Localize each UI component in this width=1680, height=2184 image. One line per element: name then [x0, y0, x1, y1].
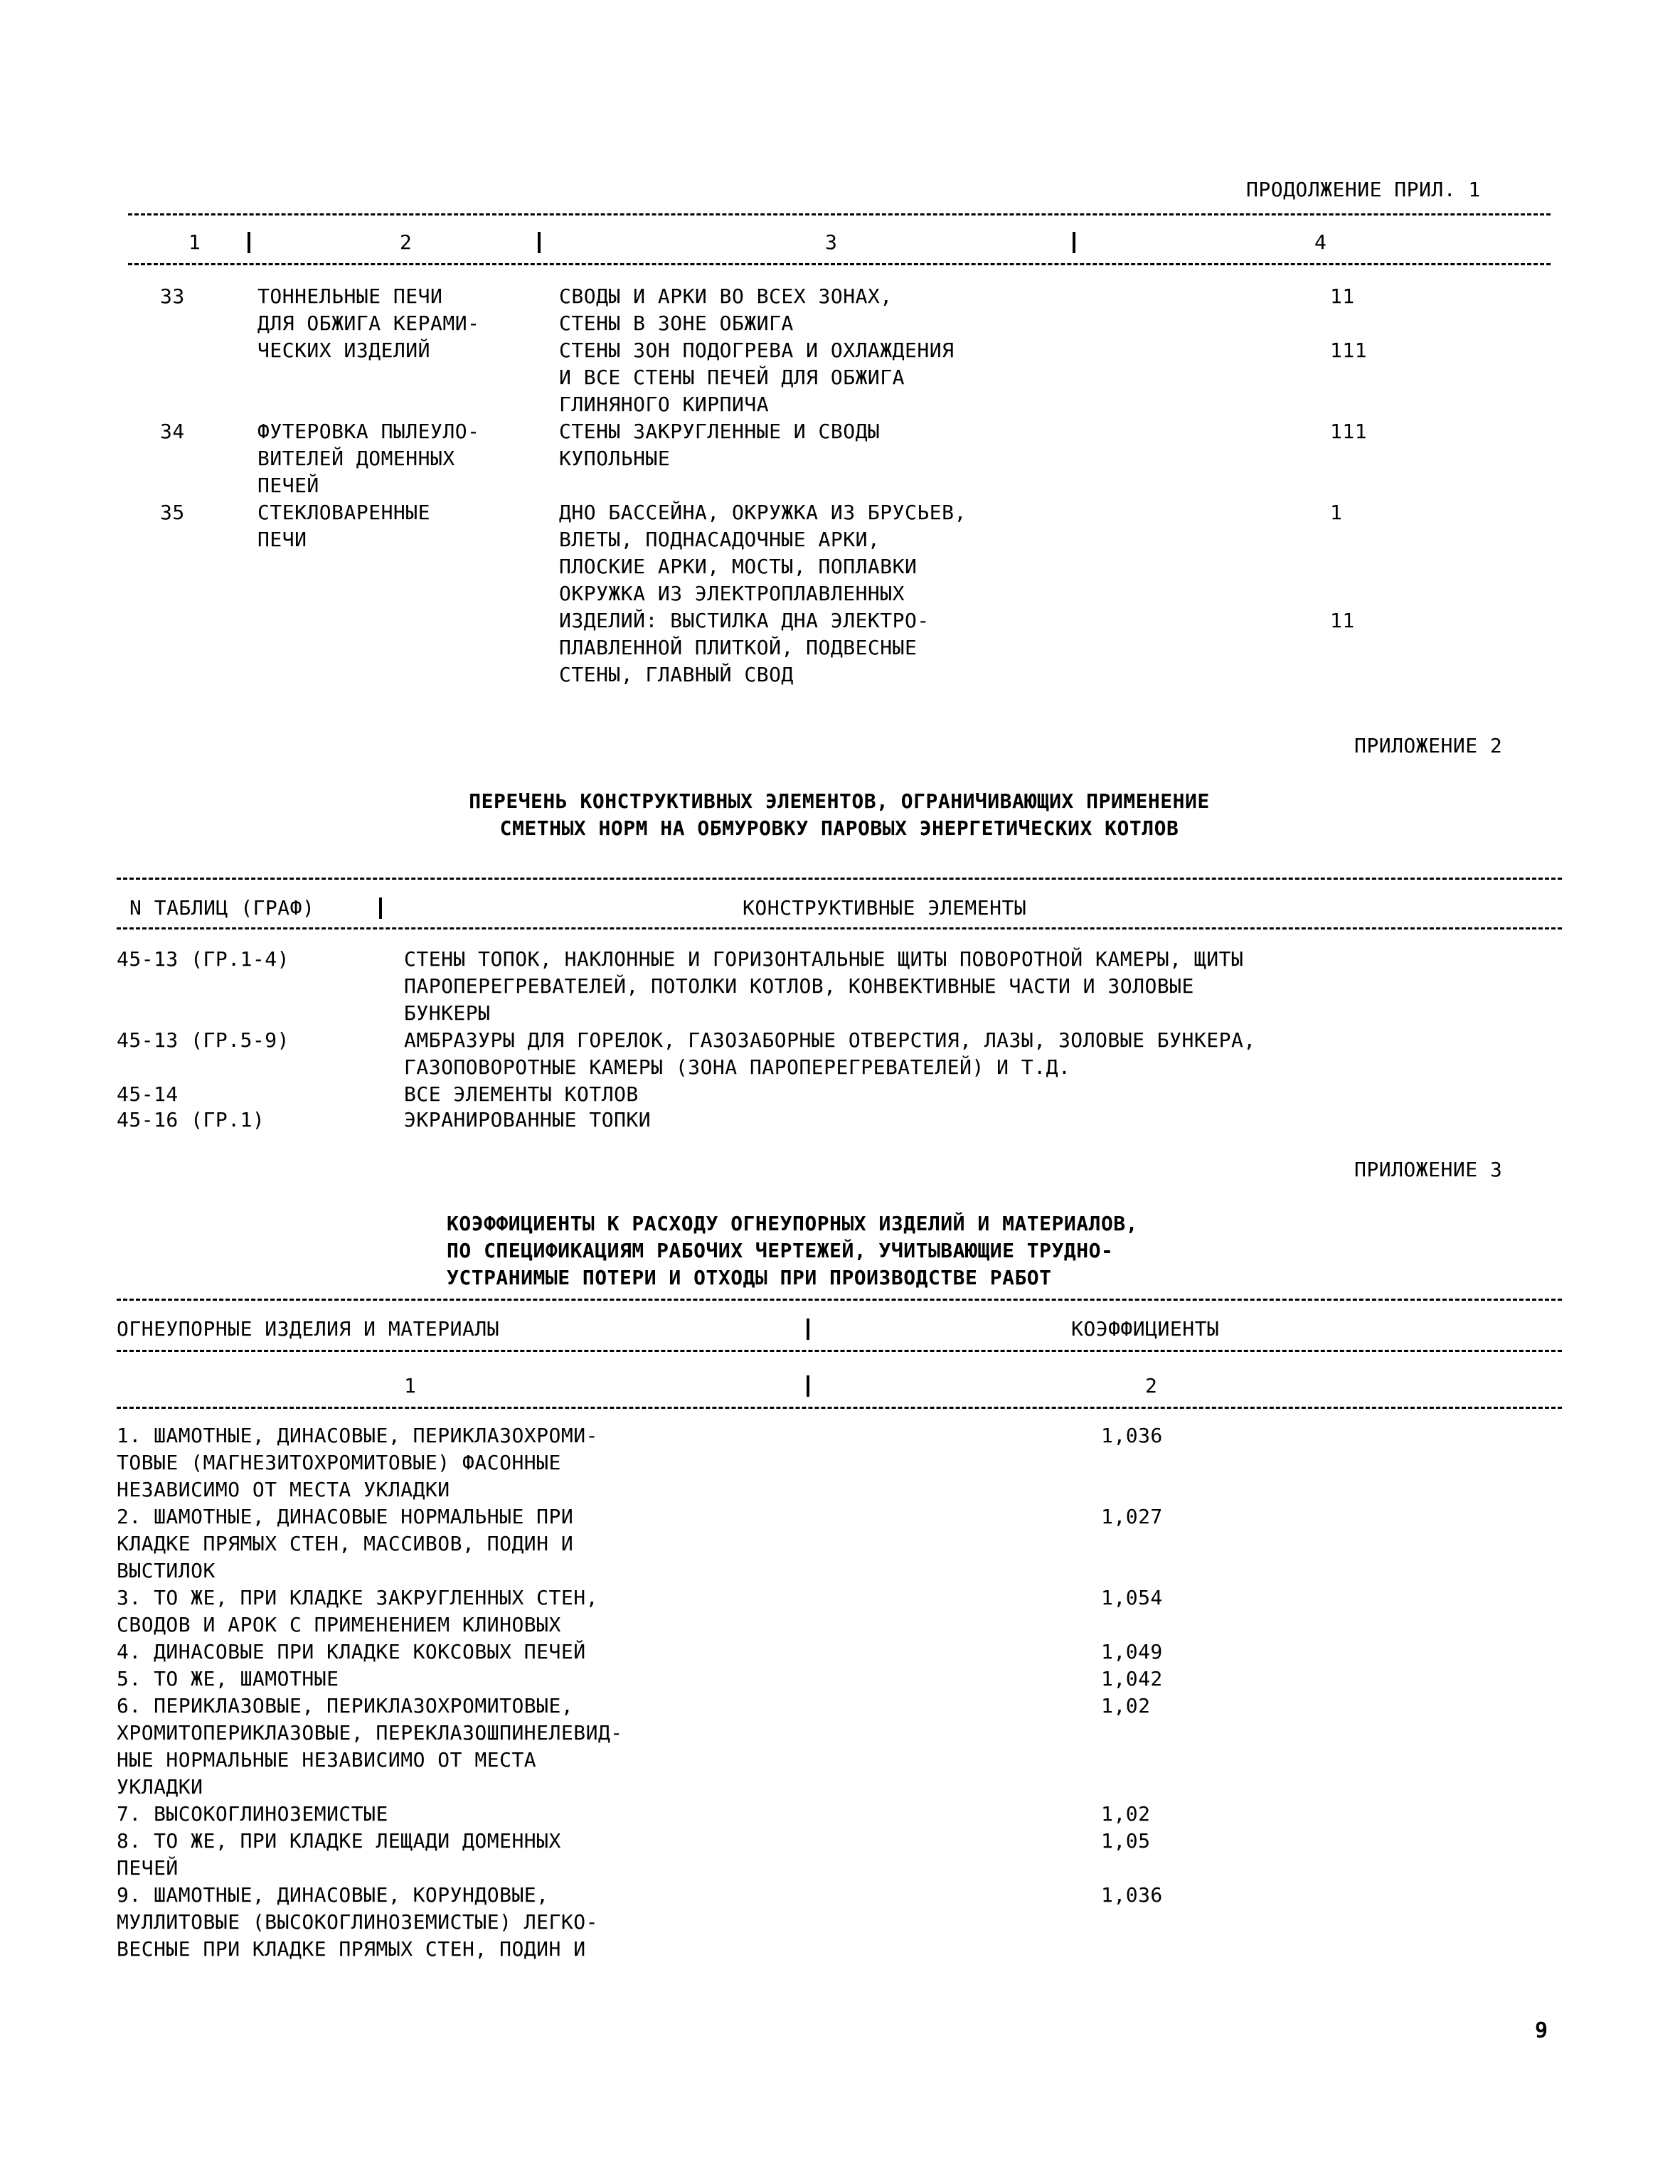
table1-row-desc: ИЗДЕЛИЙ: ВЫСТИЛКА ДНА ЭЛЕКТРО-: [559, 609, 930, 632]
table1-row-category: 11: [1330, 609, 1355, 632]
table2-header-rule: [117, 927, 1562, 929]
page-number: 9: [1535, 2018, 1548, 2043]
table3-row-text: НЫЕ НОРМАЛЬНЫЕ НЕЗАВИСИМО ОТ МЕСТА: [117, 1748, 537, 1772]
table1-row-name: ТОННЕЛЬНЫЕ ПЕЧИ: [257, 284, 443, 308]
table1-row-name: СТЕКЛОВАРЕННЫЕ: [257, 501, 431, 524]
table3-row-text: ВЫСТИЛОК: [117, 1559, 216, 1582]
appendix-2-title: ПЕРЕЧЕНЬ КОНСТРУКТИВНЫХ ЭЛЕМЕНТОВ, ОГРАНИЧИВАЮЩИХ ПРИМЕНЕНИЕ: [469, 789, 1210, 813]
table3-row-text: СВОДОВ И АРОК С ПРИМЕНЕНИЕМ КЛИНОВЫХ: [117, 1613, 561, 1636]
table3-row-text: 1. ШАМОТНЫЕ, ДИНАСОВЫЕ, ПЕРИКЛАЗОХРОМИ-: [117, 1424, 598, 1447]
table3-header-rule: [117, 1350, 1562, 1352]
table3-row-text: 8. ТО ЖЕ, ПРИ КЛАДКЕ ЛЕЩАДИ ДОМЕННЫХ: [117, 1829, 561, 1853]
table2-row-text: ВСЕ ЭЛЕМЕНТЫ КОТЛОВ: [404, 1082, 639, 1106]
table3-row-coefficient: 1,02: [1101, 1694, 1151, 1717]
table1-col-2-header: 2: [400, 230, 413, 254]
table1-top-rule: [128, 213, 1551, 215]
table3-row-coefficient: 1,042: [1101, 1667, 1163, 1690]
table1-row-number: 34: [160, 420, 185, 443]
table3-row-text: КЛАДКЕ ПРЯМЫХ СТЕН, МАССИВОВ, ПОДИН И: [117, 1532, 574, 1555]
table3-row-text: ХРОМИТОПЕРИКЛАЗОВЫЕ, ПЕРЕКЛАЗОШПИНЕЛЕВИД-: [117, 1721, 623, 1744]
table3-row-text: 7. ВЫСОКОГЛИНОЗЕМИСТЫЕ: [117, 1802, 388, 1826]
table1-col-divider: [1073, 232, 1075, 253]
table1-row-desc: СТЕНЫ В ЗОНЕ ОБЖИГА: [559, 311, 794, 335]
table3-row-text: ПЕЧЕЙ: [117, 1856, 179, 1880]
table1-col-4-header: 4: [1314, 230, 1327, 254]
table1-col-1-header: 1: [188, 230, 201, 254]
table1-row-desc: КУПОЛЬНЫЕ: [559, 447, 671, 470]
table2-row-text: ЭКРАНИРОВАННЫЕ ТОПКИ: [404, 1108, 652, 1131]
table3-row-text: 9. ШАМОТНЫЕ, ДИНАСОВЫЕ, КОРУНДОВЫЕ,: [117, 1883, 549, 1907]
table3-row-coefficient: 1,05: [1101, 1829, 1151, 1853]
table1-row-desc: СТЕНЫ ЗАКРУГЛЕННЫЕ И СВОДЫ: [559, 420, 881, 443]
table1-row-category: 11: [1330, 284, 1355, 308]
table3-col-2-header: КОЭФФИЦИЕНТЫ: [1071, 1317, 1220, 1341]
table1-row-category: 1: [1330, 501, 1343, 524]
table3-row-text: 4. ДИНАСОВЫЕ ПРИ КЛАДКЕ КОКСОВЫХ ПЕЧЕЙ: [117, 1640, 586, 1663]
table1-row-name: ФУТЕРОВКА ПЫЛЕУЛО-: [257, 420, 480, 443]
table1-row-name: ДЛЯ ОБЖИГА КЕРАМИ-: [257, 311, 480, 335]
table1-row-category: 111: [1330, 420, 1368, 443]
table2-row-text: ГАЗОПОВОРОТНЫЕ КАМЕРЫ (ЗОНА ПАРОПЕРЕГРЕВАТЕЛЕЙ) И Т.Д.: [404, 1055, 1071, 1079]
table3-col-divider: [807, 1375, 809, 1397]
table3-row-coefficient: 1,049: [1101, 1640, 1163, 1663]
table2-col-1-header: N ТАБЛИЦ (ГРАФ): [129, 896, 315, 920]
table1-col-3-header: 3: [825, 230, 838, 254]
table3-row-text: ВЕСНЫЕ ПРИ КЛАДКЕ ПРЯМЫХ СТЕН, ПОДИН И: [117, 1937, 586, 1961]
table3-row-text: 3. ТО ЖЕ, ПРИ КЛАДКЕ ЗАКРУГЛЕННЫХ СТЕН,: [117, 1586, 598, 1609]
table3-row-coefficient: 1,054: [1101, 1586, 1163, 1609]
table1-col-divider: [538, 232, 541, 253]
table1-col-divider: [248, 232, 250, 253]
table3-row-text: 6. ПЕРИКЛАЗОВЫЕ, ПЕРИКЛАЗОХРОМИТОВЫЕ,: [117, 1694, 574, 1717]
table3-row-text: УКЛАДКИ: [117, 1775, 203, 1799]
table1-row-desc: ГЛИНЯНОГО КИРПИЧА: [559, 393, 770, 416]
table1-row-desc: ПЛАВЛЕННОЙ ПЛИТКОЙ, ПОДВЕСНЫЕ: [559, 636, 918, 659]
table3-row-coefficient: 1,036: [1101, 1424, 1163, 1447]
table3-row-coefficient: 1,036: [1101, 1883, 1163, 1907]
table3-col-1-header: ОГНЕУПОРНЫЕ ИЗДЕЛИЯ И МАТЕРИАЛЫ: [117, 1317, 500, 1341]
table1-row-desc: И ВСЕ СТЕНЫ ПЕЧЕЙ ДЛЯ ОБЖИГА: [559, 366, 905, 389]
table2-row-text: АМБРАЗУРЫ ДЛЯ ГОРЕЛОК, ГАЗОЗАБОРНЫЕ ОТВЕРСТИЯ, ЛАЗЫ, ЗОЛОВЫЕ БУНКЕРА,: [404, 1028, 1256, 1052]
table2-row-ref: 45-13 (ГР.1-4): [117, 947, 290, 971]
table1-header-rule: [128, 263, 1551, 265]
table2-row-ref: 45-14: [117, 1082, 179, 1106]
table2-col-divider: [379, 897, 382, 919]
appendix-3-title: КОЭФФИЦИЕНТЫ К РАСХОДУ ОГНЕУПОРНЫХ ИЗДЕЛИЙ И МАТЕРИАЛОВ,: [447, 1212, 1139, 1235]
table3-row-text: ТОВЫЕ (МАГНЕЗИТОХРОМИТОВЫЕ) ФАСОННЫЕ: [117, 1451, 561, 1474]
appendix-3-title: ПО СПЕЦИФИКАЦИЯМ РАБОЧИХ ЧЕРТЕЖЕЙ, УЧИТЫВАЮЩИЕ ТРУДНО-: [447, 1239, 1114, 1262]
table1-row-desc: СТЕНЫ, ГЛАВНЫЙ СВОД: [559, 663, 794, 686]
table1-row-number: 33: [160, 284, 185, 308]
appendix-3-label: ПРИЛОЖЕНИЕ 3: [1354, 1158, 1503, 1181]
table1-row-desc: СТЕНЫ ЗОН ПОДОГРЕВА И ОХЛАЖДЕНИЯ: [559, 339, 955, 362]
table3-col-divider: [807, 1319, 809, 1340]
table3-col-1-number: 1: [404, 1374, 417, 1397]
table1-row-category: 111: [1330, 339, 1368, 362]
appendix-2-label: ПРИЛОЖЕНИЕ 2: [1354, 734, 1503, 757]
table2-col-2-header: КОНСТРУКТИВНЫЕ ЭЛЕМЕНТЫ: [743, 896, 1027, 920]
table3-row-text: 2. ШАМОТНЫЕ, ДИНАСОВЫЕ НОРМАЛЬНЫЕ ПРИ: [117, 1505, 574, 1528]
table3-number-rule: [117, 1407, 1562, 1409]
table1-row-name: ВИТЕЛЕЙ ДОМЕННЫХ: [257, 447, 455, 470]
table1-row-desc: ПЛОСКИЕ АРКИ, МОСТЫ, ПОПЛАВКИ: [559, 555, 918, 578]
table1-row-name: ПЕЧИ: [257, 528, 307, 551]
table2-top-rule: [117, 878, 1562, 880]
table2-row-ref: 45-16 (ГР.1): [117, 1108, 265, 1131]
table2-row-text: СТЕНЫ ТОПОК, НАКЛОННЫЕ И ГОРИЗОНТАЛЬНЫЕ ЩИТЫ ПОВОРОТНОЙ КАМЕРЫ, ЩИТЫ: [404, 947, 1244, 971]
table1-row-name: ПЕЧЕЙ: [257, 474, 319, 497]
table1-row-desc: ВЛЕТЫ, ПОДНАСАДОЧНЫЕ АРКИ,: [559, 528, 881, 551]
table1-row-name: ЧЕСКИХ ИЗДЕЛИЙ: [257, 339, 431, 362]
table1-row-desc: ДНО БАССЕЙНА, ОКРУЖКА ИЗ БРУСЬЕВ,: [559, 501, 967, 524]
table2-row-ref: 45-13 (ГР.5-9): [117, 1028, 290, 1052]
table1-row-desc: ОКРУЖКА ИЗ ЭЛЕКТРОПЛАВЛЕННЫХ: [559, 582, 905, 605]
table2-row-text: ПАРОПЕРЕГРЕВАТЕЛЕЙ, ПОТОЛКИ КОТЛОВ, КОНВЕКТИВНЫЕ ЧАСТИ И ЗОЛОВЫЕ: [404, 974, 1194, 998]
table3-row-coefficient: 1,02: [1101, 1802, 1151, 1826]
table3-row-text: 5. ТО ЖЕ, ШАМОТНЫЕ: [117, 1667, 339, 1690]
table3-col-2-number: 2: [1145, 1374, 1158, 1397]
table1-row-desc: СВОДЫ И АРКИ ВО ВСЕХ ЗОНАХ,: [559, 284, 893, 308]
continuation-label: ПРОДОЛЖЕНИЕ ПРИЛ. 1: [1246, 178, 1481, 201]
appendix-2-title: СМЕТНЫХ НОРМ НА ОБМУРОВКУ ПАРОВЫХ ЭНЕРГЕТИЧЕСКИХ КОТЛОВ: [499, 816, 1179, 840]
table1-row-number: 35: [160, 501, 185, 524]
table3-row-text: НЕЗАВИСИМО ОТ МЕСТА УКЛАДКИ: [117, 1478, 450, 1501]
appendix-3-title: УСТРАНИМЫЕ ПОТЕРИ И ОТХОДЫ ПРИ ПРОИЗВОДСТВЕ РАБОТ: [447, 1266, 1052, 1289]
table2-row-text: БУНКЕРЫ: [404, 1001, 491, 1025]
table3-row-text: МУЛЛИТОВЫЕ (ВЫСОКОГЛИНОЗЕМИСТЫЕ) ЛЕГКО-: [117, 1910, 598, 1934]
table3-top-rule: [117, 1299, 1562, 1301]
table3-row-coefficient: 1,027: [1101, 1505, 1163, 1528]
